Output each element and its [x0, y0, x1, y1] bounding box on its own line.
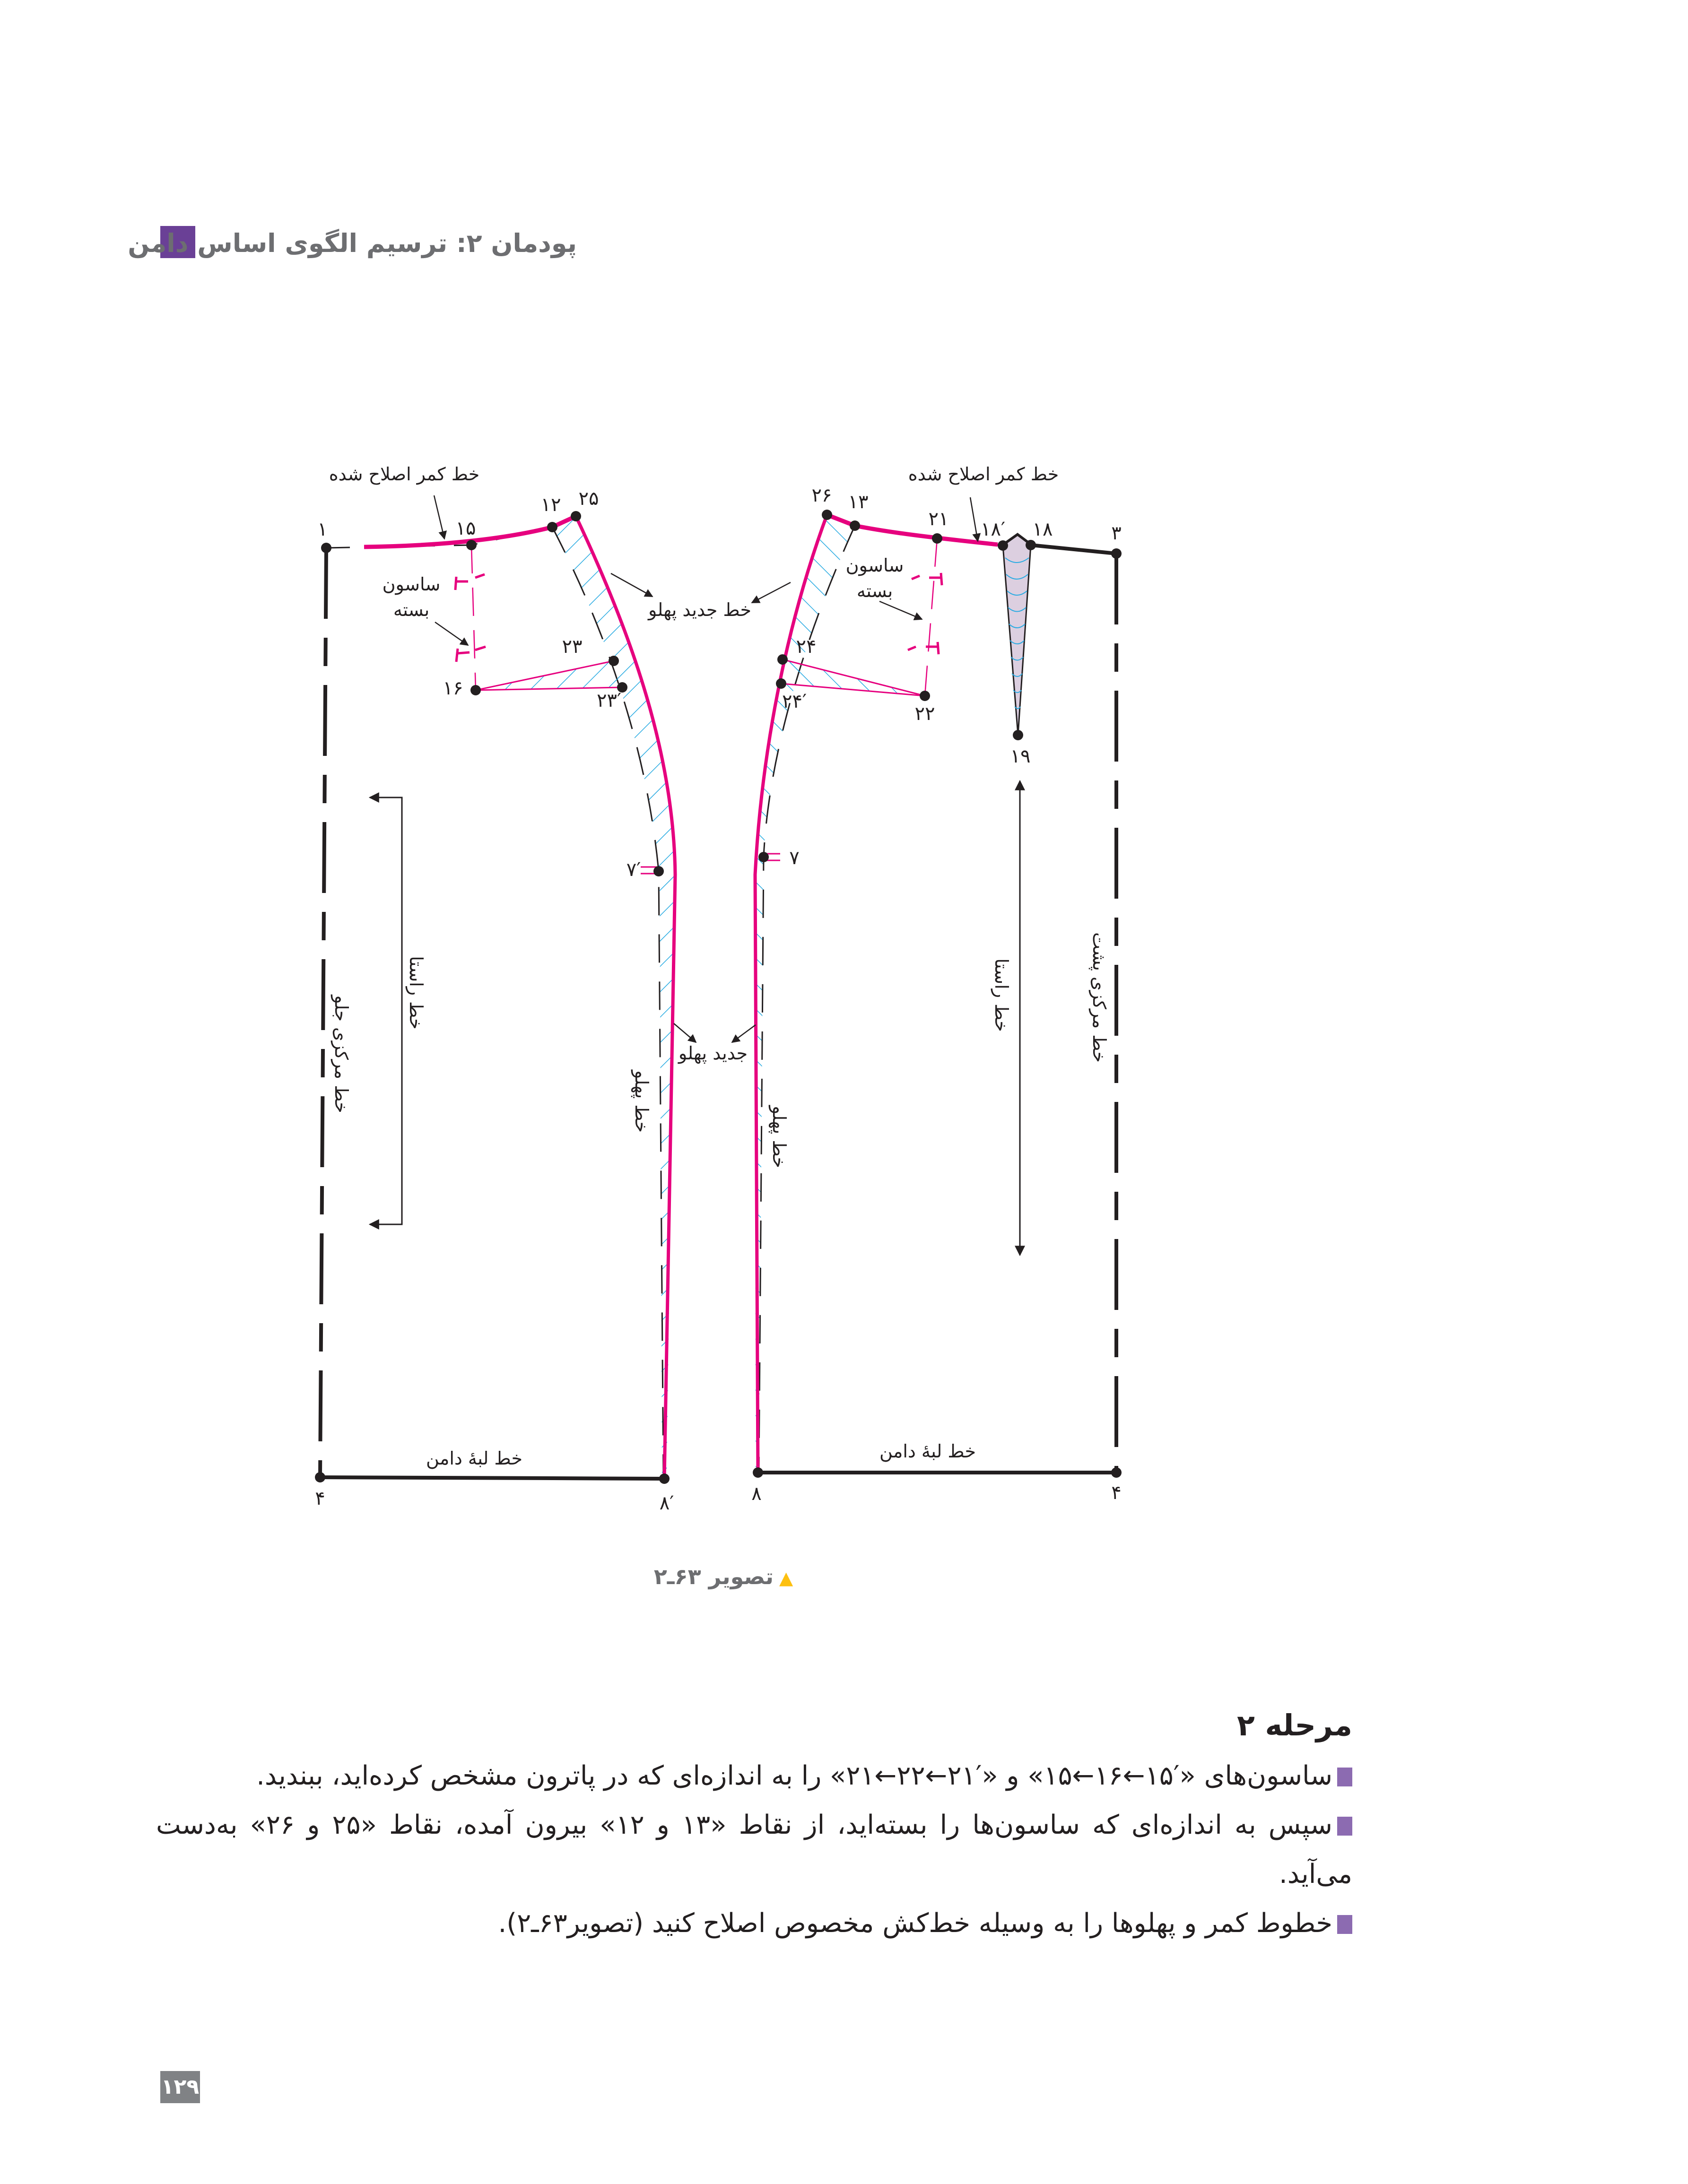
- point-1: ۱: [317, 519, 328, 540]
- point-25: ۲۵: [578, 488, 599, 510]
- back-side-line-label: خط پهلو: [769, 1106, 790, 1168]
- back-hem-line-label: خط لبهٔ دامن: [879, 1441, 976, 1462]
- point-16: ۱۶: [443, 677, 463, 699]
- front-side-line-label: خط پهلو: [631, 1070, 652, 1133]
- instruction-item: [156, 1751, 1352, 1801]
- instruction-text: خطوط کمر و پهلوها را به وسیله خط‌کش مخصوص اصلاح کنید (تصویر۶۳ـ۲).: [498, 1907, 1332, 1939]
- front-modified-waist-label: خط کمر اصلاح شده: [329, 464, 480, 485]
- front-grain-line: [370, 797, 402, 1224]
- back-side-hatch: [755, 515, 855, 1470]
- instruction-item: [156, 1801, 1352, 1899]
- back-modified-waist-label: خط کمر اصلاح شده: [908, 464, 1059, 485]
- page-header-title: پودمان ۲: ترسیم الگوی اساس دامن: [128, 228, 577, 258]
- front-closed-dart-label-1: ساسون: [382, 574, 441, 595]
- page-number: ۱۲۹: [160, 2071, 200, 2103]
- point-26: ۲۶: [811, 485, 832, 506]
- caption-marker-icon: ▲: [779, 1568, 793, 1588]
- bullet-square-icon: [1337, 1817, 1352, 1836]
- instruction-item: [156, 1899, 1352, 1948]
- point-18: ۱۸: [1032, 519, 1053, 540]
- point-15: ۱۵: [455, 518, 476, 539]
- front-center-line: [320, 548, 326, 1477]
- point-8: ۸: [751, 1483, 762, 1505]
- front-hem-line: [320, 1477, 664, 1479]
- bullet-square-icon: [1337, 1768, 1352, 1786]
- point-21: ۲۱: [928, 508, 949, 530]
- center-front-label: خط مرکزی جلو: [331, 995, 352, 1113]
- point-18-prime: ۱۸′: [980, 519, 1006, 540]
- point-7-prime: ۷′: [626, 859, 641, 881]
- point-8-prime: ۸′: [659, 1492, 674, 1514]
- point-24: ۲۴: [796, 636, 817, 658]
- front-hem-line-label: خط لبهٔ دامن: [426, 1448, 522, 1469]
- point-22: ۲۲: [914, 703, 935, 725]
- new-side-line-label: خط جدید پهلو: [648, 599, 751, 620]
- point-4-front: ۴: [315, 1488, 325, 1509]
- point-4-back: ۴: [1111, 1482, 1122, 1504]
- back-dart: [1003, 535, 1031, 735]
- front-grain-line-label: خط راستا: [406, 956, 426, 1030]
- instruction-text: ساسون‌های «′۱۵←۱۶←۱۵» و «′۲۱←۲۲←۲۱» را به اندازه‌ای که در پاترون مشخص کرده‌اید، ببندید.: [256, 1760, 1332, 1791]
- figure-caption: [629, 1560, 818, 1593]
- section-title: مرحله ۲: [1237, 1708, 1352, 1742]
- instruction-text: سپس به اندازه‌ای که ساسون‌ها را بسته‌اید، از نقاط «۱۳ و ۱۲» بیرون آمده، نقاط «۲۵ و ۲۶» به‌دست می‌آید.: [156, 1809, 1352, 1889]
- back-closed-dart-label-1: ساسون: [845, 555, 904, 576]
- point-24-prime: ۲۴′: [782, 691, 807, 712]
- point-12: ۱۲: [540, 494, 561, 516]
- bullet-square-icon: [1337, 1915, 1352, 1934]
- point-7: ۷: [789, 847, 800, 869]
- back-closed-dart-label-2: بسته: [856, 581, 893, 601]
- caption-text: تصویر ۶۳ـ۲: [653, 1564, 774, 1589]
- point-19: ۱۹: [1010, 745, 1031, 767]
- point-13: ۱۳: [848, 491, 869, 513]
- point-23: ۲۳: [562, 636, 583, 658]
- front-points: [315, 511, 670, 1484]
- front-panel: [315, 495, 696, 1484]
- point-23-prime: ۲۳′: [596, 690, 622, 711]
- back-grain-line-label: خط راستا: [991, 958, 1012, 1032]
- front-closed-dart-label-2: بسته: [393, 599, 430, 620]
- new-side-short-label: جدید پهلو: [678, 1043, 748, 1064]
- center-back-label: خط مرکزی پشت: [1089, 932, 1110, 1063]
- point-3: ۳: [1111, 522, 1122, 544]
- instructions-section: [156, 1707, 1352, 1948]
- back-panel: [732, 497, 1122, 1478]
